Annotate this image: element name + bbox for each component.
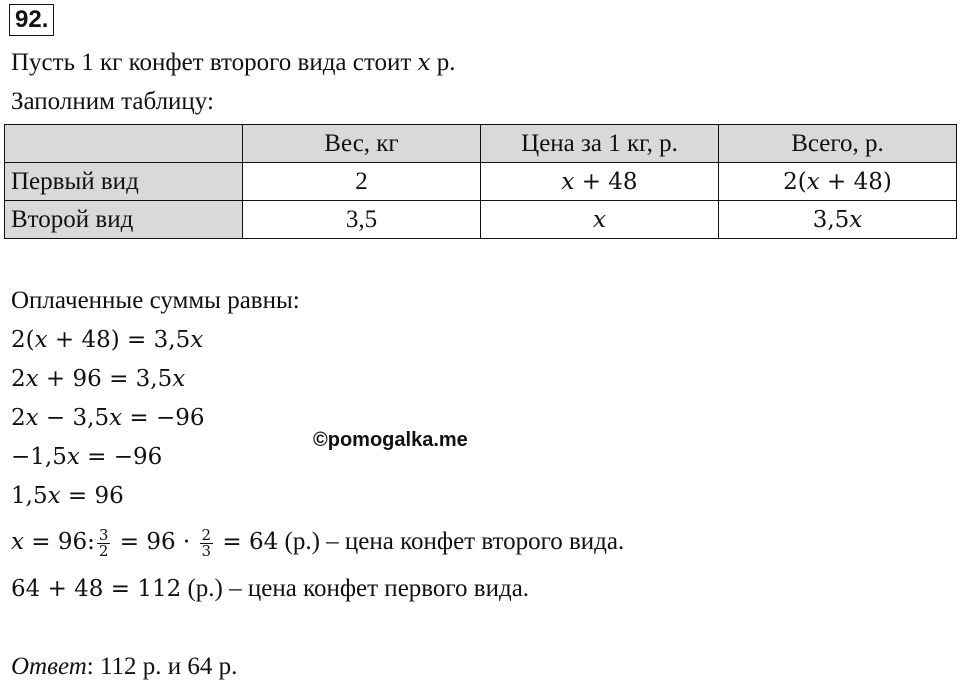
variable-x: x	[172, 366, 186, 392]
eq-part: −1,5	[11, 444, 67, 470]
cell-price	[481, 163, 719, 201]
problem-number: 92.	[9, 4, 54, 36]
eq-part: = 96 ·	[112, 529, 198, 555]
equation-1	[11, 325, 203, 355]
eq-part: = −96	[79, 444, 163, 470]
eq-part: = 96	[60, 483, 124, 509]
total-pre: 3,5	[812, 206, 850, 233]
data-table	[4, 124, 957, 239]
eq-part: 1,5	[11, 483, 48, 509]
row-label: Второй вид	[5, 201, 243, 239]
table-row	[5, 201, 957, 239]
intro-line-1	[11, 48, 456, 78]
eq-part: 2	[11, 366, 26, 392]
equation-2	[11, 364, 185, 394]
fraction	[97, 525, 111, 560]
variable-x: x	[34, 327, 48, 353]
header-total: Всего, р.	[719, 125, 957, 163]
cell-total	[719, 163, 957, 201]
eq-part: − 3,5	[38, 405, 110, 431]
variable-x: x	[66, 444, 80, 470]
total-post: + 48)	[819, 168, 892, 195]
solution-heading: Оплаченные суммы равны:	[11, 287, 300, 314]
eq-part: + 48) = 3,5	[47, 327, 191, 353]
variable-x: x	[47, 483, 61, 509]
equation-6	[11, 527, 624, 559]
fraction-numerator: 2	[201, 525, 212, 544]
variable-x: x	[25, 405, 39, 431]
variable-x: x	[190, 327, 204, 353]
table-corner-cell	[5, 125, 243, 163]
variable-x: x	[593, 206, 606, 233]
intro-end: р.	[430, 49, 456, 76]
watermark: ©pomogalka.me	[313, 429, 468, 451]
eq-part: = 64	[215, 529, 279, 555]
variable-x: x	[849, 206, 863, 233]
fraction	[200, 525, 214, 560]
fraction-numerator: 3	[98, 525, 109, 544]
equation-4	[11, 442, 162, 472]
answer-text: : 112 р. и 64 р.	[86, 653, 238, 680]
variable-x: x	[561, 168, 575, 195]
variable-x: x	[417, 50, 431, 76]
eq-part: + 96 = 3,5	[38, 366, 173, 392]
cell-price	[481, 201, 719, 239]
total-pre: 2(	[783, 168, 807, 195]
eq-part: 2(	[11, 327, 35, 353]
fraction-denominator: 2	[98, 541, 109, 560]
row-label: Первый вид	[5, 163, 243, 201]
eq-part: 2	[11, 405, 26, 431]
variable-x: x	[109, 405, 123, 431]
intro-line-2: Заполним таблицу:	[11, 88, 214, 115]
equation-5	[11, 481, 124, 511]
variable-x: x	[11, 529, 24, 555]
variable-x: x	[25, 366, 39, 392]
intro-text: Пусть 1 кг конфет второго вида стоит	[11, 49, 418, 76]
fraction-denominator: 3	[201, 541, 212, 560]
eq-part: 64 + 48 = 112	[11, 576, 182, 602]
eq-part: = 96:	[23, 529, 95, 555]
table-row	[5, 163, 957, 201]
header-price: Цена за 1 кг, р.	[481, 125, 719, 163]
cell-weight: 2	[243, 163, 481, 201]
cell-total	[719, 201, 957, 239]
eq-part: = −96	[122, 405, 205, 431]
header-weight: Вес, кг	[243, 125, 481, 163]
answer-label: Ответ	[11, 653, 87, 680]
equation-7	[11, 574, 529, 604]
variable-x: x	[806, 168, 820, 195]
price-rest: + 48	[574, 168, 638, 195]
cell-weight: 3,5	[243, 201, 481, 239]
table-header-row	[5, 125, 957, 163]
equation-3	[11, 403, 205, 433]
eq-text: (р.) – цена конфет второго вида.	[278, 528, 625, 555]
answer-line	[11, 652, 237, 682]
eq-text: (р.) – цена конфет первого вида.	[181, 575, 530, 602]
